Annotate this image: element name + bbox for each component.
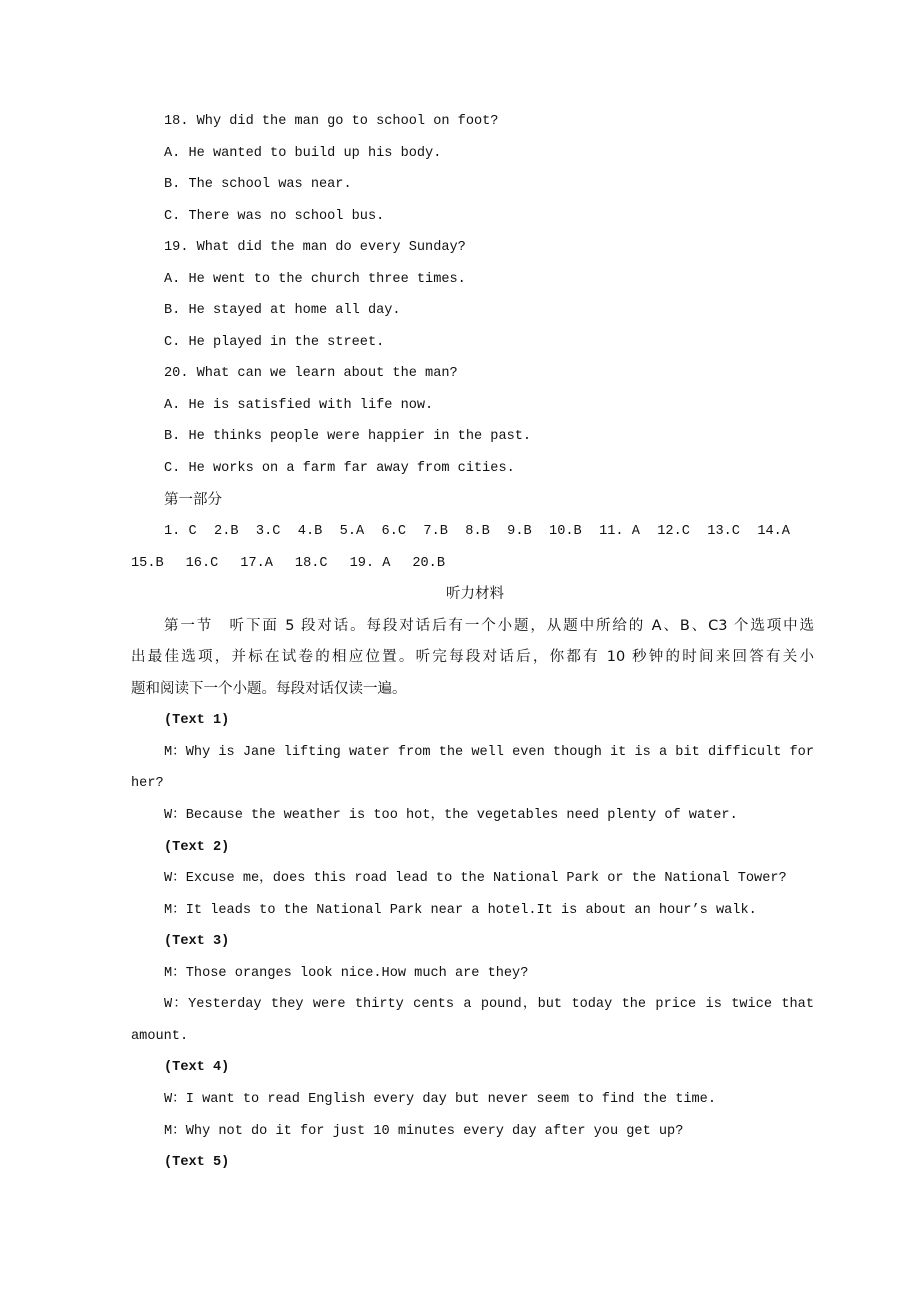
- answer: 7.B: [423, 524, 448, 540]
- answer: 4.B: [297, 524, 323, 540]
- option: A. He wanted to build up his body.: [164, 145, 442, 161]
- document-page: [0, 106, 920, 1179]
- option: A. He is satisfied with life now.: [164, 397, 434, 413]
- answer: 19. A: [349, 555, 391, 571]
- answer: 2.B: [214, 524, 239, 540]
- answer: 13.C: [707, 524, 740, 540]
- answer: 20.B: [412, 555, 445, 571]
- dialogue-line: M：Those oranges look nice.How much are they?: [164, 965, 529, 981]
- answer: 5.A: [339, 524, 365, 540]
- answers-heading: 第一部分: [164, 491, 222, 508]
- intro-line: 题和阅读下一个小题。每段对话仅读一遍。: [131, 680, 407, 697]
- option: A. He went to the church three times.: [164, 271, 466, 287]
- question-19: 19. What did the man do every Sunday?: [164, 240, 466, 256]
- answer: 3.C: [255, 524, 281, 540]
- intro-line: 出最佳选项，并标在试卷的相应位置。听完每段对话后，你都有 10 秒钟的时间来回答有关小: [131, 649, 814, 666]
- text-label: (Text 3): [164, 934, 230, 950]
- answer: 12.C: [657, 524, 690, 540]
- text-label: (Text 5): [164, 1155, 230, 1171]
- dialogue-line: M：Why is Jane lifting water from the well even though it is a bit difficult for: [164, 744, 814, 760]
- answer: 14.A: [757, 524, 790, 540]
- answer: 6.C: [381, 524, 407, 540]
- dialogue-line: her?: [131, 776, 164, 792]
- answer: 17.A: [240, 555, 273, 571]
- option: B. He stayed at home all day.: [164, 303, 401, 319]
- dialogue-line: W：Yesterday they were thirty cents a pound，but today the price is twice that: [164, 997, 814, 1013]
- dialogue-line: W：Because the weather is too hot，the vegetables need plenty of water.: [164, 808, 738, 824]
- intro-line: 第一节 听下面 5 段对话。每段对话后有一个小题，从题中所给的 A、B、C3 个选项中选: [164, 617, 814, 634]
- answer-row-1: [0, 516, 790, 548]
- answer: 1. C: [164, 524, 197, 540]
- answer: 8.B: [465, 524, 490, 540]
- dialogue-line: M：It leads to the National Park near a hotel.It is about an hour’s walk.: [164, 902, 757, 918]
- option: C. He played in the street.: [164, 334, 385, 350]
- text-label: (Text 4): [164, 1060, 230, 1076]
- option: B. He thinks people were happier in the past.: [164, 429, 532, 445]
- listening-title: 听力材料: [446, 586, 504, 603]
- answer: 10.B: [549, 524, 582, 540]
- dialogue-line: amount.: [131, 1028, 189, 1044]
- answer: 18.C: [294, 555, 328, 571]
- answer: 11. A: [599, 524, 640, 540]
- text-label: (Text 1): [164, 713, 230, 729]
- dialogue-line: W：I want to read English every day but never seem to find the time.: [164, 1091, 716, 1107]
- answer-row-2: [0, 548, 920, 580]
- text-label: (Text 2): [164, 839, 230, 855]
- option: C. There was no school bus.: [164, 208, 385, 224]
- question-18: 18. Why did the man go to school on foot?: [164, 114, 499, 129]
- dialogue-line: W：Excuse me，does this road lead to the National Park or the National Tower?: [164, 871, 787, 887]
- dialogue-line: M：Why not do it for just 10 minutes every day after you get up?: [164, 1123, 684, 1139]
- answer: 9.B: [507, 524, 532, 540]
- option: B. The school was near.: [164, 177, 352, 193]
- answer: 16.C: [185, 555, 219, 571]
- option: C. He works on a farm far away from cities.: [164, 461, 515, 477]
- question-20: 20. What can we learn about the man?: [164, 366, 458, 382]
- answer: 15.B: [131, 555, 164, 571]
